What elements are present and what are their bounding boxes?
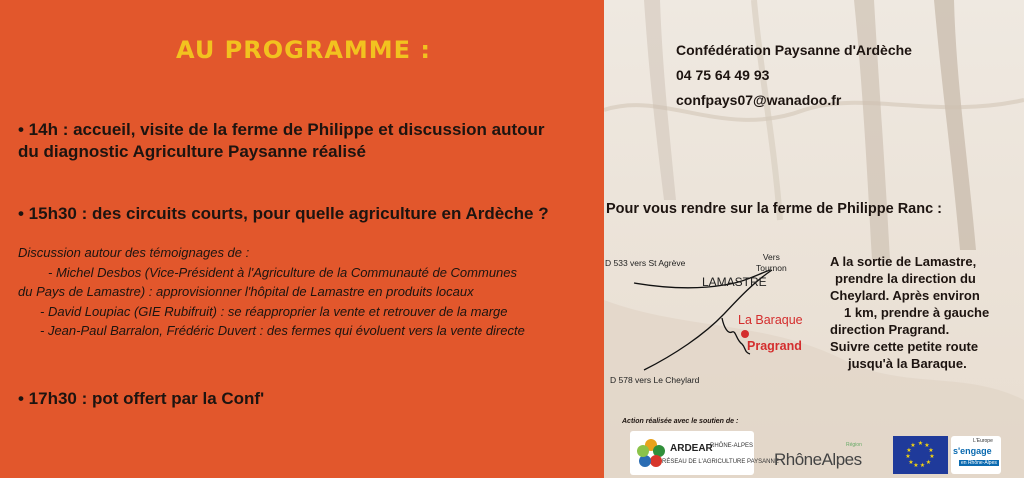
contact-email: confpays07@wanadoo.fr xyxy=(676,92,842,108)
svg-text:★: ★ xyxy=(919,462,926,469)
discussion-intro: Discussion autour des témoignages de : xyxy=(18,245,250,260)
svg-text:★: ★ xyxy=(924,442,930,449)
svg-text:★: ★ xyxy=(906,447,912,454)
directions-text xyxy=(830,253,1020,372)
discussion-item-barralon: - Jean-Paul Barralon, Frédéric Duvert : des fermes qui évoluent vers la vente directe xyxy=(40,323,525,338)
map-label-baraque: La Baraque xyxy=(738,313,803,327)
svg-text:★: ★ xyxy=(913,462,919,469)
contact-phone: 04 75 64 49 93 xyxy=(676,67,770,83)
svg-text:★: ★ xyxy=(929,453,935,460)
map-label-lamastre: LAMASTRE xyxy=(702,275,767,289)
discussion-block xyxy=(18,243,598,341)
rhone-alpes-region-word: Région xyxy=(846,442,862,448)
directions-line7: jusqu'à la Baraque. xyxy=(848,356,967,371)
ardear-region: RHÔNE-ALPES xyxy=(710,443,754,449)
engage-region-word: en Rhône-Alpes xyxy=(961,460,997,466)
map-label-pragrand: Pragrand xyxy=(747,339,802,353)
contact-block xyxy=(676,38,912,113)
program-item-14h xyxy=(18,119,598,163)
info-panel xyxy=(604,0,1024,478)
program-item-15h30: • 15h30 : des circuits courts, pour quelle agriculture en Ardèche ? xyxy=(18,204,549,223)
eu-flag-logo xyxy=(893,436,948,474)
sponsor-label: Action réalisée avec le soutien de : xyxy=(622,418,739,425)
program-item-17h30: • 17h30 : pot offert par la Conf' xyxy=(18,389,265,408)
map-label-d533: D 533 vers St Agrève xyxy=(605,258,686,268)
map-label-vers-tournon xyxy=(756,252,787,274)
map-label-d578: D 578 vers Le Cheylard xyxy=(610,375,700,385)
engage-word: s'engage xyxy=(953,446,992,456)
ardear-name: ARDEAR xyxy=(670,443,713,454)
discussion-item-desbos-line1: - Michel Desbos (Vice-Président à l'Agriculture de la Communauté de Communes xyxy=(48,264,518,280)
map-label-tournon: Tournon xyxy=(756,263,787,273)
svg-text:★: ★ xyxy=(908,459,914,466)
svg-text:★: ★ xyxy=(917,440,924,447)
svg-text:★: ★ xyxy=(905,453,911,460)
directions-line2: prendre la direction du xyxy=(835,271,976,286)
program-item-14h-line2: du diagnostic Agriculture Paysanne réalisé xyxy=(18,142,366,161)
baraque-marker xyxy=(741,330,749,338)
directions-line4: 1 km, prendre à gauche xyxy=(844,305,990,320)
map-heading: Pour vous rendre sur la ferme de Philippe Ranc : xyxy=(606,201,943,217)
svg-text:★: ★ xyxy=(928,447,934,454)
directions-line3: Cheylard. Après environ xyxy=(830,288,980,303)
directions-line5: direction Pragrand. xyxy=(830,322,950,337)
discussion-item-desbos-line2: du Pays de Lamastre) : approvisionner l'hôpital de Lamastre en produits locaux xyxy=(18,284,474,299)
directions-line1: A la sortie de Lamastre, xyxy=(830,254,977,269)
svg-text:★: ★ xyxy=(910,442,916,449)
rhone-alpes-logo xyxy=(774,442,892,474)
rhone-alpes-wordmark: RhôneAlpes xyxy=(774,450,862,469)
europe-word: L'Europe xyxy=(973,438,993,444)
program-item-14h-line1: • 14h : accueil, visite de la ferme de Philippe et discussion autour xyxy=(18,120,545,139)
europe-engage-logo xyxy=(951,436,1001,474)
ardear-subtitle: RÉSEAU DE L'AGRICULTURE PAYSANNE xyxy=(662,459,779,465)
contact-org: Confédération Paysanne d'Ardèche xyxy=(676,42,912,58)
program-title: AU PROGRAMME : xyxy=(176,36,432,64)
svg-text:★: ★ xyxy=(925,459,932,466)
map-label-vers: Vers xyxy=(762,252,780,262)
discussion-item-loupiac: - David Loupiac (GIE Rubifruit) : se réapproprier la vente et retrouver de la marge xyxy=(40,303,508,319)
ardear-logo xyxy=(630,431,779,475)
eu-stars-icon xyxy=(893,436,948,474)
directions-line6: Suivre cette petite route xyxy=(830,339,979,354)
